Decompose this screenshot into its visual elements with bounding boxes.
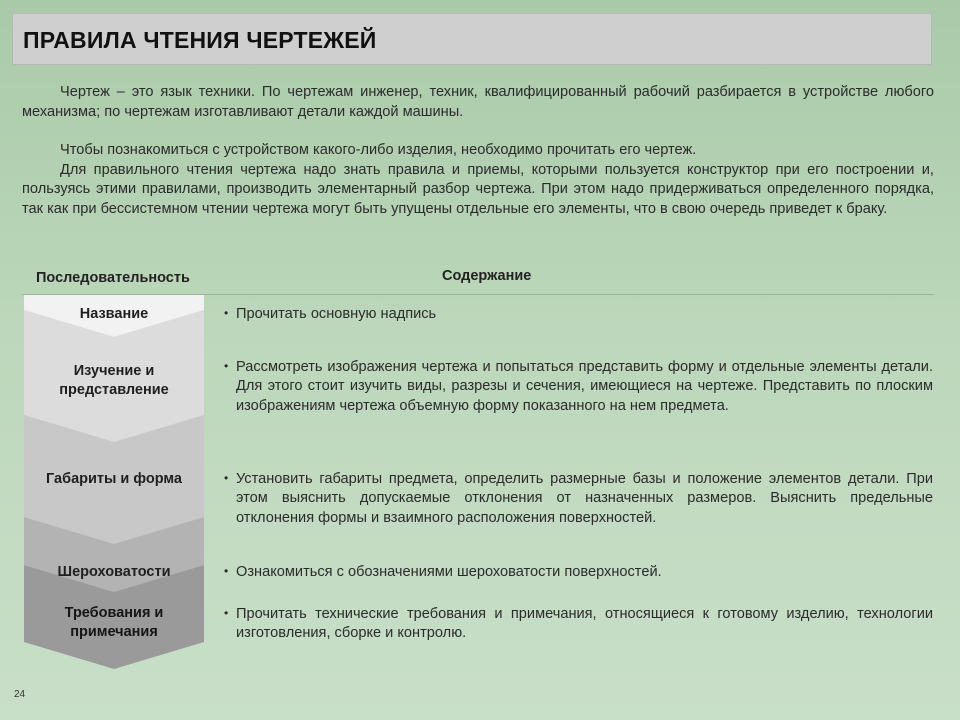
column-header-sequence: Последовательность <box>36 270 190 286</box>
content-item-1: Прочитать основную надпись <box>236 306 437 322</box>
step-label-study: Изучение и представление <box>59 363 169 398</box>
bullet-icon: • <box>224 606 229 620</box>
bullet-icon: • <box>224 471 229 485</box>
step-label-requirements: Требования и примечания <box>64 605 164 640</box>
column-header-content: Содержание <box>442 268 532 284</box>
page-number: 24 <box>14 689 26 700</box>
intro-paragraph-2: Чтобы познакомиться с устройством какого-либо изделия, необходимо прочитать его чертеж. <box>60 142 697 158</box>
intro-paragraph-3: Для правильного чтения чертежа надо знать правила и приемы, которыми пользуется конструктор при его построении и, пользуясь этими правилами, производить элементарный разбор чертежа. При этом надо придерживаться определенного порядка, так как при бессистемном чтении чертежа могут быть упущены отдельные его элементы, что в свою очередь приведет к браку. <box>22 161 934 217</box>
step-label-name: Название <box>79 306 149 322</box>
content-item-2: Рассмотреть изображения чертежа и попытаться представить форму и отдельные элементы детали. Для этого стоит изучить виды, разрезы и сечения, имеющиеся на чертеже. Представить по плоским изображениям чертежа объемную форму показанного на нем предмета. <box>236 359 933 414</box>
content-item-5: Прочитать технические требования и примечания, относящиеся к готовому изделию, технологии изготовления, сборке и контролю. <box>236 606 933 642</box>
step-label-roughness: Шероховатости <box>57 564 171 580</box>
page-title: ПРАВИЛА ЧТЕНИЯ ЧЕРТЕЖЕЙ <box>23 27 377 53</box>
bullet-icon: • <box>224 359 229 373</box>
intro-paragraph-1: Чертеж – это язык техники. По чертежам инженер, техник, квалифицированный рабочий разбирается в устройстве любого механизма; по чертежам изготавливают детали каждой машины. <box>22 84 934 120</box>
step-label-dimensions: Габариты и форма <box>46 471 182 487</box>
content-item-3: Установить габариты предмета, определить размерные базы и положение элементов детали. При этом выяснить допускаемые отклонения от назначенных размеров. Выяснить предельные отклонения формы и взаимного расположения поверхностей. <box>236 471 933 526</box>
bullet-icon: • <box>224 306 229 320</box>
bullet-icon: • <box>224 564 229 578</box>
content-item-4: Ознакомиться с обозначениями шероховатости поверхностей. <box>236 564 662 580</box>
